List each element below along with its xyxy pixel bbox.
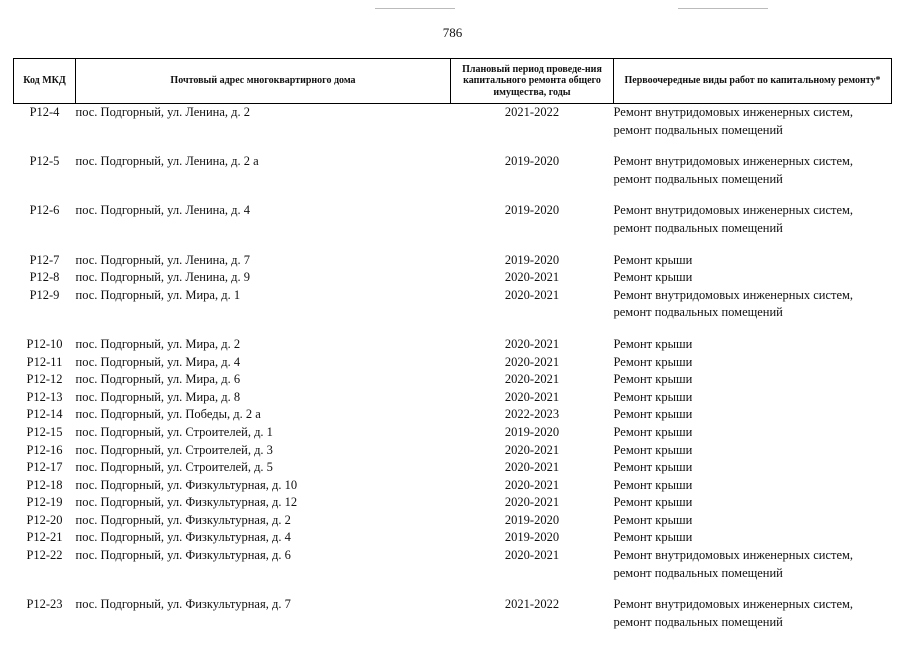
address-cell: пос. Подгорный, ул. Ленина, д. 7 [76,252,451,270]
work-type-line: ремонт подвальных помещений [614,304,892,322]
table-row [14,202,892,251]
address-cell: пос. Подгорный, ул. Строителей, д. 5 [76,459,451,477]
table-header-row [14,59,892,104]
work-type-line: Ремонт крыши [614,512,892,530]
period-cell: 2021-2022 [451,596,614,645]
mkd-code-cell: Р12-13 [14,389,76,407]
table-row [14,529,892,547]
address-cell: пос. Подгорный, ул. Победы, д. 2 а [76,406,451,424]
table-row [14,512,892,530]
address-cell: пос. Подгорный, ул. Физкультурная, д. 10 [76,477,451,495]
address-cell: пос. Подгорный, ул. Мира, д. 6 [76,371,451,389]
page-number: 786 [0,25,905,41]
mkd-code-cell: Р12-16 [14,442,76,460]
mkd-code-cell: Р12-20 [14,512,76,530]
table-row [14,494,892,512]
work-type-cell [614,512,892,530]
address-cell: пос. Подгорный, ул. Мира, д. 4 [76,354,451,372]
header-code: Код МКД [14,59,76,104]
address-cell: пос. Подгорный, ул. Физкультурная, д. 2 [76,512,451,530]
work-type-line: Ремонт крыши [614,252,892,270]
table-row [14,287,892,336]
period-cell: 2020-2021 [451,442,614,460]
address-cell: пос. Подгорный, ул. Ленина, д. 4 [76,202,451,251]
top-scan-mark-right [678,8,768,9]
period-cell: 2019-2020 [451,424,614,442]
work-type-cell [614,596,892,645]
mkd-code-cell: Р12-10 [14,336,76,354]
work-type-line: Ремонт крыши [614,354,892,372]
mkd-code-cell: Р12-14 [14,406,76,424]
work-type-line: ремонт подвальных помещений [614,614,892,632]
address-cell: пос. Подгорный, ул. Строителей, д. 3 [76,442,451,460]
table-row [14,336,892,354]
period-cell: 2022-2023 [451,406,614,424]
work-type-line: Ремонт крыши [614,442,892,460]
header-address: Почтовый адрес многоквартирного дома [76,59,451,104]
table-row [14,354,892,372]
work-type-line: Ремонт крыши [614,424,892,442]
work-type-cell [614,336,892,354]
address-cell: пос. Подгорный, ул. Физкультурная, д. 6 [76,547,451,596]
work-type-line: Ремонт внутридомовых инженерных систем, [614,287,892,305]
table-row [14,477,892,495]
work-type-cell [614,424,892,442]
capital-repair-table [13,58,892,645]
header-period: Плановый период проведе-ния капитального ремонта общего имущества, годы [451,59,614,104]
work-type-line: Ремонт крыши [614,371,892,389]
mkd-code-cell: Р12-8 [14,269,76,287]
address-cell: пос. Подгорный, ул. Ленина, д. 9 [76,269,451,287]
header-work: Первоочередные виды работ по капитальному ремонту* [614,59,892,104]
period-cell: 2019-2020 [451,202,614,251]
mkd-code-cell: Р12-17 [14,459,76,477]
mkd-code-cell: Р12-15 [14,424,76,442]
mkd-code-cell: Р12-5 [14,153,76,202]
work-type-line: Ремонт внутридомовых инженерных систем, [614,547,892,565]
mkd-code-cell: Р12-9 [14,287,76,336]
table-row [14,252,892,270]
work-type-line: Ремонт крыши [614,477,892,495]
table-row [14,406,892,424]
work-type-cell [614,354,892,372]
mkd-code-cell: Р12-4 [14,104,76,154]
work-type-line: Ремонт крыши [614,389,892,407]
address-cell: пос. Подгорный, ул. Физкультурная, д. 4 [76,529,451,547]
period-cell: 2020-2021 [451,459,614,477]
work-type-cell [614,287,892,336]
work-type-line: ремонт подвальных помещений [614,122,892,140]
mkd-code-cell: Р12-22 [14,547,76,596]
period-cell: 2020-2021 [451,336,614,354]
work-type-line: Ремонт внутридомовых инженерных систем, [614,104,892,122]
work-type-cell [614,547,892,596]
work-type-cell [614,406,892,424]
address-cell: пос. Подгорный, ул. Ленина, д. 2 а [76,153,451,202]
address-cell: пос. Подгорный, ул. Мира, д. 2 [76,336,451,354]
work-type-cell [614,104,892,154]
work-type-line: Ремонт крыши [614,459,892,477]
period-cell: 2019-2020 [451,529,614,547]
period-cell: 2020-2021 [451,547,614,596]
table-row [14,371,892,389]
period-cell: 2021-2022 [451,104,614,154]
mkd-code-cell: Р12-21 [14,529,76,547]
table-row [14,424,892,442]
work-type-line: ремонт подвальных помещений [614,171,892,189]
address-cell: пос. Подгорный, ул. Ленина, д. 2 [76,104,451,154]
address-cell: пос. Подгорный, ул. Мира, д. 8 [76,389,451,407]
address-cell: пос. Подгорный, ул. Мира, д. 1 [76,287,451,336]
work-type-cell [614,153,892,202]
work-type-line: Ремонт крыши [614,494,892,512]
work-type-line: ремонт подвальных помещений [614,220,892,238]
work-type-cell [614,269,892,287]
period-cell: 2020-2021 [451,287,614,336]
work-type-line: Ремонт крыши [614,269,892,287]
mkd-code-cell: Р12-11 [14,354,76,372]
work-type-line: Ремонт крыши [614,406,892,424]
work-type-line: Ремонт крыши [614,529,892,547]
address-cell: пос. Подгорный, ул. Строителей, д. 1 [76,424,451,442]
table-row [14,153,892,202]
work-type-cell [614,252,892,270]
work-type-line: Ремонт внутридомовых инженерных систем, [614,596,892,614]
work-type-line: Ремонт внутридомовых инженерных систем, [614,153,892,171]
top-scan-mark-left [375,8,455,9]
address-cell: пос. Подгорный, ул. Физкультурная, д. 12 [76,494,451,512]
period-cell: 2020-2021 [451,494,614,512]
mkd-code-cell: Р12-19 [14,494,76,512]
table-row [14,459,892,477]
period-cell: 2019-2020 [451,153,614,202]
table-row [14,547,892,596]
mkd-code-cell: Р12-12 [14,371,76,389]
period-cell: 2020-2021 [451,354,614,372]
period-cell: 2020-2021 [451,371,614,389]
table-row [14,389,892,407]
period-cell: 2020-2021 [451,389,614,407]
table-row [14,442,892,460]
work-type-cell [614,389,892,407]
address-cell: пос. Подгорный, ул. Физкультурная, д. 7 [76,596,451,645]
mkd-code-cell: Р12-7 [14,252,76,270]
work-type-cell [614,477,892,495]
work-type-cell [614,459,892,477]
table-row [14,596,892,645]
table-body [14,104,892,645]
period-cell: 2020-2021 [451,269,614,287]
period-cell: 2019-2020 [451,252,614,270]
work-type-cell [614,202,892,251]
work-type-cell [614,442,892,460]
period-cell: 2020-2021 [451,477,614,495]
work-type-line: Ремонт крыши [614,336,892,354]
work-type-cell [614,494,892,512]
work-type-cell [614,529,892,547]
work-type-cell [614,371,892,389]
table-row [14,104,892,154]
mkd-code-cell: Р12-23 [14,596,76,645]
mkd-code-cell: Р12-18 [14,477,76,495]
table-row [14,269,892,287]
mkd-code-cell: Р12-6 [14,202,76,251]
work-type-line: Ремонт внутридомовых инженерных систем, [614,202,892,220]
period-cell: 2019-2020 [451,512,614,530]
work-type-line: ремонт подвальных помещений [614,565,892,583]
